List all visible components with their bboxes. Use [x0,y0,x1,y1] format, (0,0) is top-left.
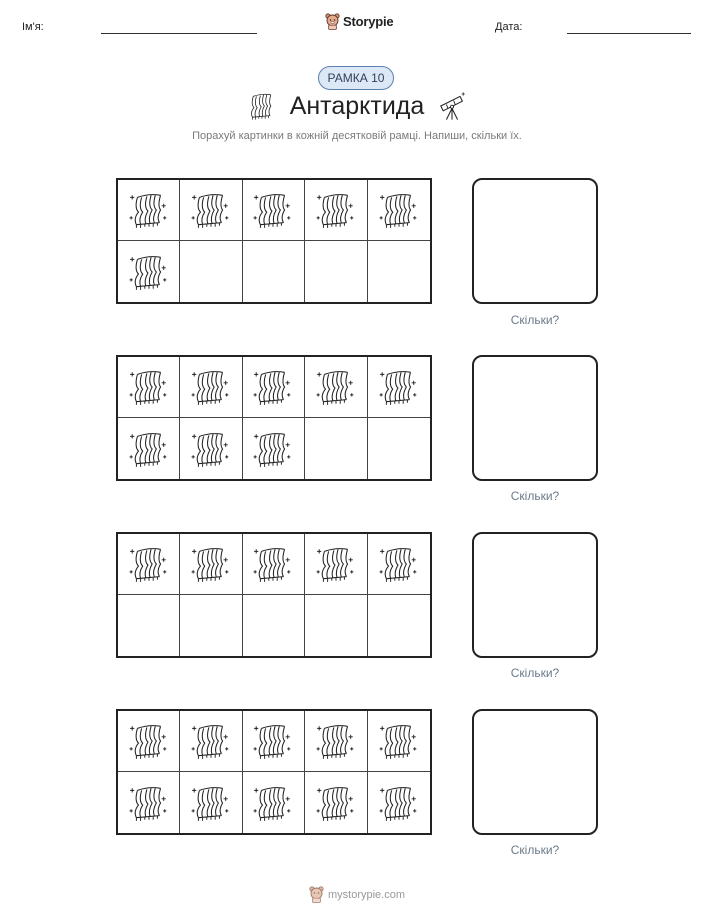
aurora-icon [252,543,294,585]
frame-cell [118,418,180,479]
aurora-icon [252,782,294,824]
frame-cell [118,180,180,241]
aurora-icon [378,366,420,408]
frame-cell [180,595,242,656]
footer-url[interactable]: mystorypie.com [327,888,406,901]
title-row [0,90,714,122]
frame-cell [368,711,430,772]
ten-frame-2 [116,355,432,481]
frame-cell [243,772,305,833]
frame-cell [305,595,367,656]
aurora-icon [190,543,232,585]
bear-icon [325,13,340,30]
aurora-icon [190,189,232,231]
storypie-logo [325,13,393,30]
frame-cell [305,772,367,833]
aurora-icon [378,720,420,762]
frame-cell [305,357,367,418]
name-line[interactable] [101,33,257,34]
frame-cell [180,772,242,833]
frame-cell [118,357,180,418]
ten-frame-4 [116,709,432,835]
answer-label-2: Скільки? [510,489,560,503]
frame-cell [118,595,180,656]
answer-label-1: Скільки? [510,313,560,327]
frame-cell [180,357,242,418]
frame-cell [305,534,367,595]
aurora-icon [252,366,294,408]
frame-cell [243,711,305,772]
date-line[interactable] [567,33,691,34]
ten-frame-1 [116,178,432,304]
answer-label-3: Скільки? [510,666,560,680]
aurora-icon [315,366,357,408]
aurora-icon [128,251,170,293]
aurora-icon [315,782,357,824]
frame-cell [368,180,430,241]
answer-label-4: Скільки? [510,843,560,857]
aurora-icon [128,189,170,231]
frame-cell [180,180,242,241]
ten-frame-3 [116,532,432,658]
frame-cell [243,595,305,656]
frame-cell [180,534,242,595]
aurora-icon [378,782,420,824]
frame-cell [305,180,367,241]
frame-cell [305,418,367,479]
answer-box-4[interactable] [472,709,598,835]
aurora-icon [246,90,278,122]
frame-cell [305,711,367,772]
frame-cell [368,595,430,656]
frame-cell [368,772,430,833]
frame-cell [180,418,242,479]
page-title: Антарктида [289,91,425,120]
frame-cell [118,241,180,302]
frame-cell [243,534,305,595]
date-label: Дата: [495,21,523,33]
aurora-icon [190,428,232,470]
aurora-icon [128,366,170,408]
frame-cell [368,418,430,479]
name-label: Ім'я: [22,21,44,33]
footer [0,886,714,903]
aurora-icon [128,428,170,470]
aurora-icon [378,189,420,231]
frame-badge: РАМКА 10 [318,66,394,90]
instructions: Порахуй картинки в кожній десятковій рамці. Напиши, скільки їх. [192,130,522,142]
frame-cell [180,241,242,302]
aurora-icon [252,720,294,762]
aurora-icon [315,720,357,762]
aurora-icon [128,782,170,824]
frame-cell [243,241,305,302]
frame-cell [368,357,430,418]
frame-cell [180,711,242,772]
answer-box-3[interactable] [472,532,598,658]
frame-cell [243,180,305,241]
aurora-icon [190,782,232,824]
frame-cell [243,357,305,418]
frame-cell [118,534,180,595]
logo-text: Storypie [343,14,394,29]
telescope-icon [436,90,468,122]
frame-cell [368,241,430,302]
answer-box-2[interactable] [472,355,598,481]
frame-cell [305,241,367,302]
aurora-icon [128,720,170,762]
aurora-icon [315,543,357,585]
aurora-icon [190,720,232,762]
frame-cell [118,772,180,833]
aurora-icon [315,189,357,231]
aurora-icon [252,428,294,470]
aurora-icon [378,543,420,585]
frame-cell [243,418,305,479]
frame-cell [118,711,180,772]
aurora-icon [252,189,294,231]
aurora-icon [128,543,170,585]
bear-icon [309,886,324,903]
frame-cell [368,534,430,595]
aurora-icon [190,366,232,408]
answer-box-1[interactable] [472,178,598,304]
